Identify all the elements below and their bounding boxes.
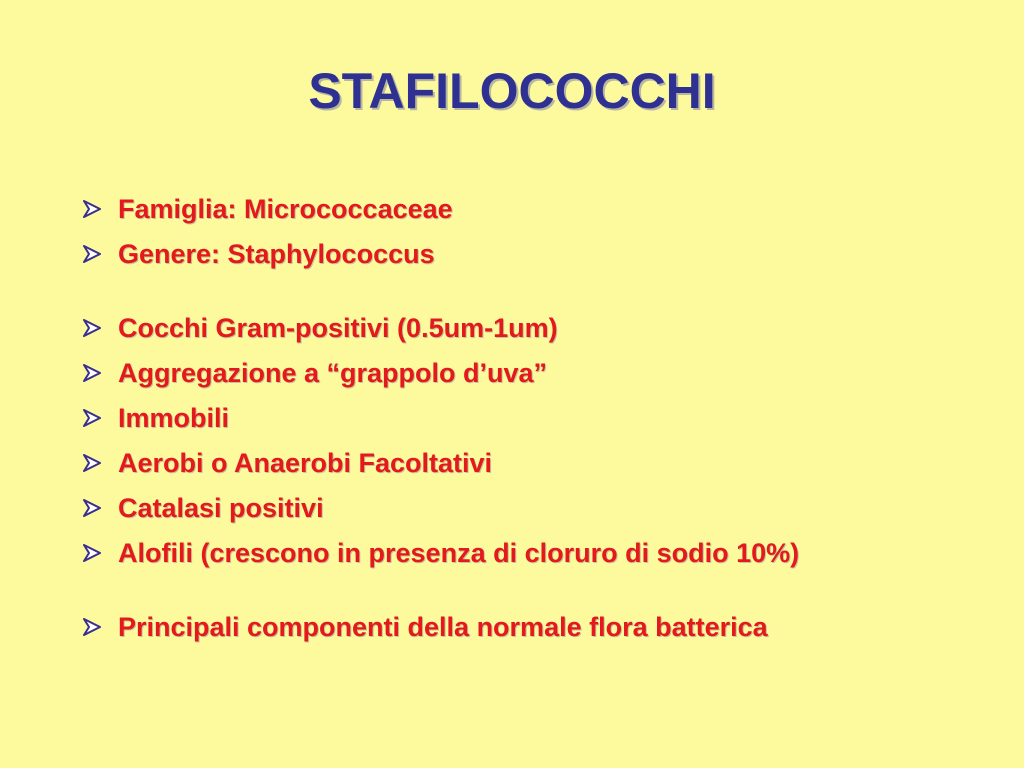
arrow-bullet-icon [82,245,102,263]
arrow-bullet-icon [82,454,102,472]
arrow-bullet-icon [82,544,102,562]
bullet-item [80,537,920,569]
bullet-item [80,357,920,389]
arrow-bullet-icon [82,499,102,517]
bullet-item [80,193,920,225]
bullet-text: Cocchi Gram-positivi (0.5um-1um) [118,313,558,343]
arrow-bullet-icon [82,319,102,337]
bullet-text: Genere: Staphylococcus [118,239,435,269]
bullet-text: Principali componenti della normale flora batterica [118,612,768,642]
bullet-text: Alofili (crescono in presenza di cloruro di sodio 10%) [118,538,800,568]
arrow-bullet-icon [82,618,102,636]
arrow-bullet-icon [82,409,102,427]
bullet-text: Immobili [118,403,230,433]
bullet-item [80,312,920,344]
bullet-text: Famiglia: Micrococcaceae [118,194,453,224]
slide-title: STAFILOCOCCHI [308,63,716,119]
bullet-item [80,402,920,434]
bullet-item [80,492,920,524]
bullet-item [80,447,920,479]
arrow-bullet-icon [82,200,102,218]
arrow-bullet-icon [82,364,102,382]
bullet-list [80,193,920,656]
bullet-text: Aggregazione a “grappolo d’uva” [118,358,548,388]
bullet-item [80,611,920,643]
bullet-text: Catalasi positivi [118,493,324,523]
bullet-text: Aerobi o Anaerobi Facoltativi [118,448,493,478]
bullet-item [80,238,920,270]
